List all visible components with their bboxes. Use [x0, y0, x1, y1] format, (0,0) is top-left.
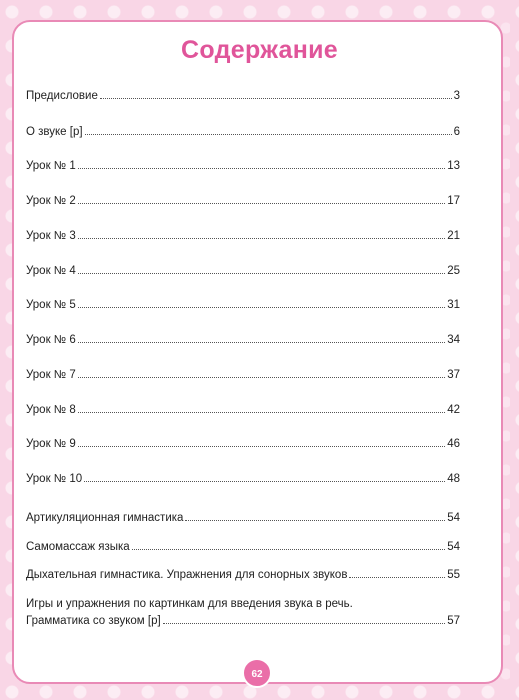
toc-entry-articulation[interactable]: [26, 512, 460, 530]
toc-entry-lesson-8[interactable]: [26, 404, 460, 422]
toc-entry-lesson-7[interactable]: [26, 369, 460, 387]
dot-leader: [100, 98, 452, 99]
dot-leader: [78, 273, 445, 274]
dot-leader: [78, 168, 445, 169]
toc-entry-sound[interactable]: [26, 126, 460, 144]
page-number-badge: 62: [242, 658, 272, 688]
toc-label: Урок № 7: [26, 369, 76, 381]
dot-leader: [85, 134, 452, 135]
page-title: Содержание: [180, 36, 339, 64]
toc-label: Урок № 2: [26, 195, 76, 207]
toc-label: Самомассаж языка: [26, 541, 130, 553]
toc-entry-games-first-line: Игры и упражнения по картинкам для введения звука в речь.: [26, 598, 353, 610]
toc-page-number: 57: [447, 615, 460, 627]
toc-page-number: 55: [447, 569, 460, 581]
toc-label: Урок № 9: [26, 438, 76, 450]
toc-entry-lesson-1[interactable]: [26, 160, 460, 178]
toc-page-number: 21: [447, 230, 460, 242]
dot-leader: [78, 342, 445, 343]
toc-label: Урок № 6: [26, 334, 76, 346]
toc-label: Урок № 1: [26, 160, 76, 172]
toc-page-number: 54: [447, 512, 460, 524]
dot-leader: [78, 446, 445, 447]
dot-leader: [78, 203, 445, 204]
toc-label: Грамматика со звуком [р]: [26, 615, 161, 627]
dot-leader: [78, 307, 445, 308]
toc-label: Артикуляционная гимнастика: [26, 512, 184, 524]
toc-entry-lesson-2[interactable]: [26, 195, 460, 213]
toc-page-number: 6: [453, 126, 460, 138]
toc-label: О звуке [р]: [26, 126, 83, 138]
dot-leader: [84, 481, 445, 482]
toc-entry-games[interactable]: [26, 615, 460, 633]
dot-leader: [185, 520, 445, 521]
toc-entry-breathing[interactable]: [26, 569, 460, 587]
toc-entry-lesson-4[interactable]: [26, 265, 460, 283]
toc-page-number: 13: [447, 160, 460, 172]
dot-leader: [349, 577, 445, 578]
toc-label: Дыхательная гимнастика. Упражнения для сонорных звуков: [26, 569, 348, 581]
dot-leader: [78, 412, 445, 413]
toc-entry-lesson-3[interactable]: [26, 230, 460, 248]
toc-page-number: 34: [447, 334, 460, 346]
dot-leader: [78, 377, 445, 378]
toc-label: Урок № 3: [26, 230, 76, 242]
toc-entry-lesson-10[interactable]: [26, 473, 460, 491]
toc-label: Урок № 5: [26, 299, 76, 311]
toc-page-number: 37: [447, 369, 460, 381]
dot-leader: [132, 549, 446, 550]
toc-page-number: 3: [453, 90, 460, 102]
dot-leader: [78, 238, 445, 239]
toc-page-number: 31: [447, 299, 460, 311]
toc-label: Предисловие: [26, 90, 98, 102]
toc-page-number: 17: [447, 195, 460, 207]
toc-entry-self-massage[interactable]: [26, 541, 460, 559]
toc-page-number: 54: [447, 541, 460, 553]
toc-entry-lesson-6[interactable]: [26, 334, 460, 352]
toc-page-number: 48: [447, 473, 460, 485]
toc-label: Урок № 8: [26, 404, 76, 416]
toc-entry-preface[interactable]: [26, 90, 460, 108]
toc-entry-lesson-5[interactable]: [26, 299, 460, 317]
toc-page-number: 42: [447, 404, 460, 416]
toc-page-number: 25: [447, 265, 460, 277]
toc-page-number: 46: [447, 438, 460, 450]
toc-label: Урок № 4: [26, 265, 76, 277]
toc-label: Урок № 10: [26, 473, 83, 485]
dot-leader: [163, 623, 446, 624]
toc-entry-lesson-9[interactable]: [26, 438, 460, 456]
